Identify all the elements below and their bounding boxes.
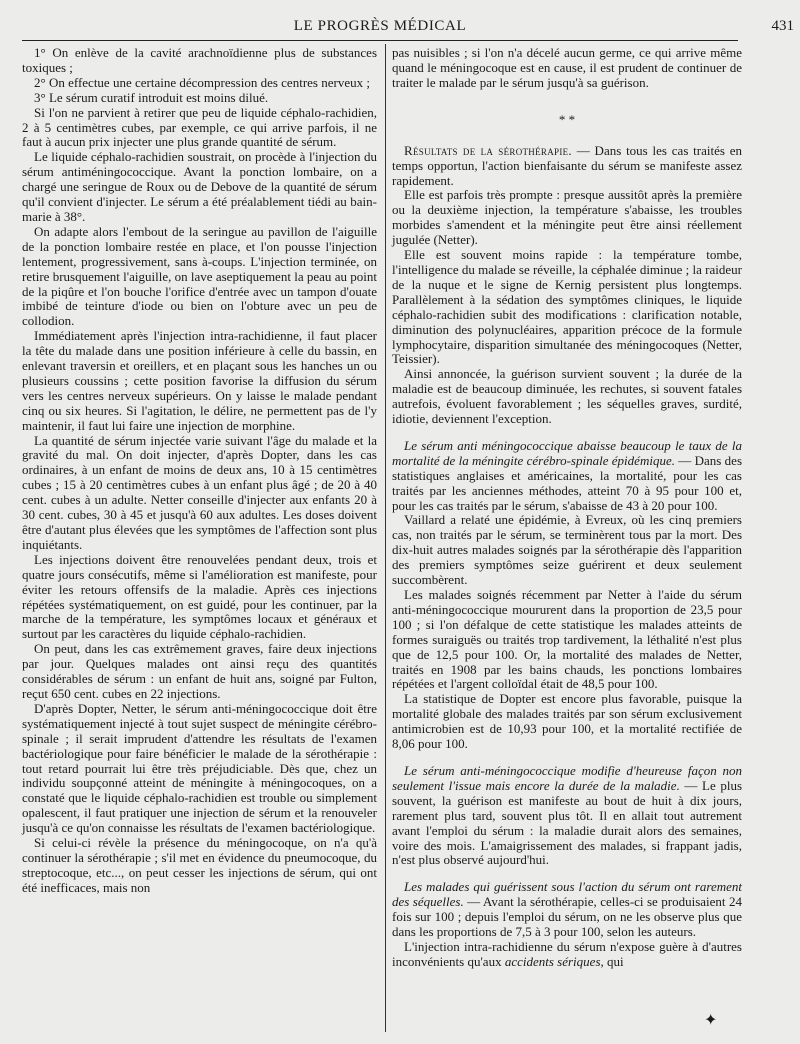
paragraph: 3° Le sérum curatif introduit est moins dilué. <box>34 89 269 105</box>
italic-heading: Le sérum anti méningococcique abaisse beaucoup le taux de la mortalité de la méningite cérébro-spinale épidémique. <box>392 437 742 468</box>
paragraph: Les malades soignés récemment par Netter à l'aide du sérum anti-méningococcique moururent dans la proportion de 23,5 pour 100 ; si l'on défalque de cette statistique les malades atteints de formes suraiguës ou traités trop tardivement, la léthalité n'est plus que de 12,5 pour 100. Or, la mortalité des malades de Netter, traités en 1908 par les bains chauds, les ponctions lombaires répétées et l'argent colloïdal était de 48,5 pour 100. <box>392 587 742 692</box>
italic-term: accidents sériques <box>504 953 601 969</box>
paragraph: Ainsi annoncée, la guérison survient souvent ; la durée de la maladie est de beaucoup diminuée, les rechutes, si souvent fatales autrefois, évoluent favorablement ; les séquelles graves, surdité, idiotie, deviennent l'exception. <box>392 366 742 427</box>
paragraph: Elle est parfois très prompte : presque aussitôt après la première ou la deuxième injection, la température s'abaisse, les troubles morbides s'amendent et la méningite peut être ainsi réellement jugulée (Netter). <box>392 187 742 248</box>
paragraph: Si celui-ci révèle la présence du méningocoque, on n'a qu'à continuer la sérothérapie ; s'il met en évidence du pneumocoque, du streptocoque, etc..., on peut cesser les injections de sérum, qui ont été inefficaces, mais non <box>22 835 377 895</box>
section-intro-paragraph <box>392 144 742 189</box>
left-column <box>22 46 377 896</box>
italic-heading: Les malades qui guérissent sous l'action du sérum ont rarement des séquelles. <box>392 879 742 910</box>
paragraph: La quantité de sérum injectée varie suivant l'âge du malade et la gravité du mal. On doit injecter, d'après Dopter, dans les cas ordinaires, à un enfant de moins de deux ans, 10 à 15 centimètres cubes ; 15 à 20 centimètres cubes à un enfant plus âgé ; de 20 à 40 cent. cubes à un adulte. Netter conseille d'injecter aux enfants 20 à 30 cent. cubes, 30 à 45 et jusqu'à 60 aux adultes. Les doses doivent être d'autant plus élevées que les symptômes de l'affection sont plus inquiétants. <box>22 432 377 552</box>
paragraph-text: — Le plus souvent, la guérison est manifeste au bout de huit à dix jours, rarement plus tard, souvent plus tôt. Il en allait tout autrement avant l'emploi du sérum : la maladie durait alors des semaines, voire des mois. L'amaigrissement des malades, si frappant jadis, n'est plus observé aujourd'hui. <box>392 777 742 868</box>
right-column <box>392 46 742 970</box>
italic-lead-paragraph <box>392 880 742 940</box>
italic-lead-paragraph <box>392 764 742 868</box>
paragraph: La statistique de Dopter est encore plus favorable, puisque la mortalité globale des malades traités par son sérum exclusivement antimicrobien est de 10,93 pour 100, et la mortalité rectifiée de 8,06 pour 100. <box>392 691 742 752</box>
paragraph: Si l'on ne parvient à retirer que peu de liquide céphalo-rachidien, 2 à 5 centimètres cubes, par exemple, ce qui arrive parfois, il ne faut à aucun prix injecter une plus grande quantité de sérum. <box>22 104 377 150</box>
section-separator: * * <box>558 111 576 127</box>
paragraph: Les injections doivent être renouvelées pendant deux, trois et quatre jours consécutifs, même si l'amélioration est manifeste, pour éviter les retours offensifs de la maladie. Après ces injections répétées systématiquement, on est guidé, pour les continuer, par la marche de la température, les symptômes locaux et généraux et surtout par les caractères du liquide céphalo-rachidien. <box>22 551 377 642</box>
paragraph: Immédiatement après l'injection intra-rachidienne, il faut placer la tête du malade dans une position inférieure à celle du bassin, en enlevant traversin et oreillers, et en plaçant sous les hanches un ou plusieurs coussins ; cette position favorise la diffusion du sérum vers les centres nerveux supérieurs. On y laisse le malade pendant cinq ou six heures. Si l'agitation, le délire, ne permettent pas de l'y maintenir, il faut lui faire une injection de morphine. <box>22 328 377 433</box>
paragraph: 2° On effectue une certaine décompression des centres nerveux ; <box>34 74 370 90</box>
page-header <box>22 18 794 38</box>
paragraph-text: L'injection intra-rachidienne du sérum n'expose guère à d'autres inconvénients qu'aux <box>392 938 742 969</box>
fleuron-ornament-icon: ✦ <box>704 1012 718 1029</box>
paragraph: Vaillard a relaté une épidémie, à Evreux, où les cinq premiers cas, non traités par le sérum, se terminèrent tous par la mort. Des dix-huit autres malades soignés par la sérothérapie dès l'apparition des premiers symptômes seize guérirent et deux seulement succombèrent. <box>392 512 742 588</box>
section-heading: Résultats de la sérothérapie. <box>404 142 572 158</box>
paragraph: D'après Dopter, Netter, le sérum anti-méningococcique doit être systématiquement injecté à tout sujet suspect de méningite cérébro-spinale ; il serait imprudent d'attendre les résultats de l'examen bactériologique pour faire bénéficier le malade de la sérothérapie : tout retard pourrait lui être très préjudiciable. Dès que, chez un individu soupçonné atteint de méningite à méningocoques, on a constaté que le liquide céphalo-rachidien est trouble ou simplement opalescent, il faut pratiquer une injection de sérum et la renouveler jusqu'à ce qu'on connaisse les résultats de l'examen bactériologique. <box>22 700 377 836</box>
italic-lead-paragraph <box>392 439 742 514</box>
paragraph: 1° On enlève de la cavité arachnoïdienne plus de substances toxiques ; <box>22 45 377 75</box>
paragraph-text: — Dans des statistiques anglaises et américaines, la mortalité, pour les cas traités par les anciennes méthodes, atteint 70 à 95 pour 100 et, pour les cas traités par le sérum, s'abaisse de 43 à 20 pour 100. <box>392 452 743 513</box>
page-number: 431 <box>771 18 794 34</box>
column-divider <box>385 44 386 1032</box>
continued-paragraph: pas nuisibles ; si l'on n'a décelé aucun germe, ce qui arrive même quand le méningocoque est en cause, il est prudent de continuer de traiter le malade par le sérum jusqu'à sa guérison. <box>392 45 742 90</box>
italic-heading: Le sérum anti-méningococcique modifie d'heureuse façon non seulement l'issue mais encore la durée de la maladie. <box>392 762 742 793</box>
journal-title: LE PROGRÈS MÉDICAL <box>293 18 467 34</box>
paragraph: Le liquide céphalo-rachidien soustrait, on procède à l'injection du sérum antiméningococcique. Avant la ponction lombaire, on a chargé une seringue de Roux ou de Debove de la quantité de sérum qu'il convient d'injecter. Le sérum a été préalablement tiédi au bain-marie à 38°. <box>22 149 377 224</box>
paragraph: Elle est souvent moins rapide : la température tombe, l'intelligence du malade se réveille, la céphalée diminue ; la raideur de la nuque et le signe de Kernig persistent plus longtemps. Parallèlement à la sédation des symptômes cliniques, le liquide céphalo-rachidien subit des modifications : clarification notable, diminution des polynucléaires, apparition précoce de la formule lymphocytaire, disparition simultanée des méningocoques (Netter, Teissier). <box>392 247 742 367</box>
paragraph-text: — Avant la sérothérapie, celles-ci se produisaient 24 fois sur 100 ; depuis l'emploi du sérum, on ne les observe plus que dans les proportions de 7,5 à 3 pour 100, selon les auteurs. <box>392 894 743 940</box>
paragraph: On adapte alors l'embout de la seringue au pavillon de l'aiguille de la ponction lombaire restée en place, et l'on pousse l'injection lentement, progressivement, sans à-coups. L'injection terminée, on retire brusquement l'aiguille, on lave aseptiquement la peau au point de la piqûre et l'on bouche l'orifice d'entrée avec un tampon d'ouate imbibé de teinture d'iode ou bien on l'obture avec un peu de collodion. <box>22 223 377 329</box>
section-intro-text: — Dans tous les cas traités en temps opportun, l'action bienfaisante du sérum se manifeste assez rapidement. <box>392 142 742 188</box>
paragraph-text: , qui <box>600 953 624 969</box>
header-rule <box>22 40 738 41</box>
paragraph: On peut, dans les cas extrêmement graves, faire deux injections par jour. Quelques malades ont ainsi reçu des quantités considérables de sérum : un enfant de huit ans, soigné par Fulton, reçut 650 cent. cubes en 22 injections. <box>22 641 377 701</box>
paragraph <box>392 940 742 970</box>
